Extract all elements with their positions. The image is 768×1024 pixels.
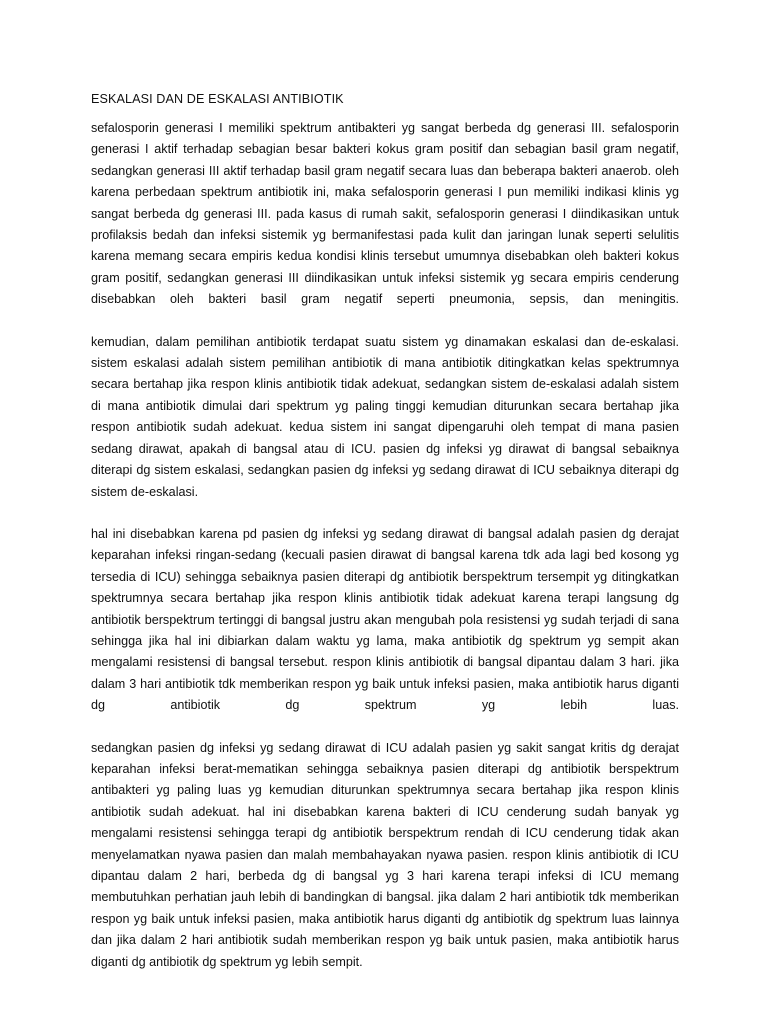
document-title: ESKALASI DAN DE ESKALASI ANTIBIOTIK [91,92,344,106]
paragraph-icu: sedangkan pasien dg infeksi yg sedang dirawat di ICU adalah pasien yg sakit sangat kritis dg derajat keparahan infeksi berat-mematikan sehingga sebaiknya pasien diterapi dg antibiotik berspektrum antibakteri yg paling luas yg kemudian diturunkan spektrumnya secara bertahap jika respon klinis antibiotik sudah adekuat. hal ini disebabkan karena bakteri di ICU cenderung sudah banyak yg mengalami resistensi sehingga terapi dg antibiotik berspektrum rendah di ICU cenderung tidak akan menyelamatkan nyawa pasien dan malah membahayakan nyawa pasien. respon klinis antibiotik di ICU dipantau dalam 2 hari, berbeda dg di bangsal yg 3 hari karena terapi infeksi di ICU memang membutuhkan perhatian jauh lebih di bandingkan di bangsal. jika dalam 2 hari antibiotik tdk memberikan respon yg baik untuk infeksi pasien, maka antibiotik harus diganti dg antibiotik dg spektrum luas lainnya dan jika dalam 2 hari antibiotik sudah memberikan respon yg baik untuk pasien, maka antibiotik harus diganti dg antibiotik dg spektrum yg lebih sempit. [91,740,679,969]
document-page [91,91,679,994]
paragraph-eskalasi-system: kemudian, dalam pemilihan antibiotik terdapat suatu sistem yg dinamakan eskalasi dan de-eskalasi. sistem eskalasi adalah sistem pemilihan antibiotik di mana antibiotik ditingkatkan kelas spektrumnya secara bertahap jika respon klinis antibiotik tidak adekuat, sedangkan sistem de-eskalasi adalah sistem di mana antibiotik dimulai dari spektrum yg paling tinggi kemudian diturunkan secara bertahap jika respon antibiotik sudah adekuat. kedua sistem ini sangat dipengaruhi oleh tempat di mana pasien sedang dirawat, apakah di bangsal atau di ICU. pasien dg infeksi yg dirawat di bangsal sebaiknya diterapi dg sistem eskalasi, sedangkan pasien dg infeksi yg sedang dirawat di ICU sebaiknya diterapi dg sistem de-eskalasi. [91,334,679,499]
paragraph-sefalosporin: sefalosporin generasi I memiliki spektrum antibakteri yg sangat berbeda dg generasi III. sefalosporin generasi I aktif terhadap sebagian besar bakteri kokus gram positif dan sebagian basil gram negatif, sedangkan generasi III aktif terhadap basil gram negatif secara luas dan beberapa bakteri anaerob. oleh karena perbedaan spektrum antibiotik ini, maka sefalosporin generasi I pun memiliki indikasi klinis yg sangat berbeda dg generasi III. pada kasus di rumah sakit, sefalosporin generasi I diindikasikan untuk profilaksis bedah dan infeksi sistemik yg bermanifestasi pada kulit dan jaringan lunak seperti selulitis karena memang secara empiris kedua kondisi klinis tersebut umumnya disebabkan oleh bakteri kokus gram positif, sedangkan generasi III diindikasikan untuk infeksi sistemik yg secara empiris cenderung disebabkan oleh bakteri basil gram negatif seperti pneumonia, sepsis, dan meningitis. [91,121,679,307]
paragraph-bangsal: hal ini disebabkan karena pd pasien dg infeksi yg sedang dirawat di bangsal adalah pasien dg derajat keparahan infeksi ringan-sedang (kecuali pasien dirawat di bangsal karena tdk ada lagi bed kosong yg tersedia di ICU) sehingga sebaiknya pasien diterapi dg antibiotik berspektrum tersempit yg ditingkatkan spektrumnya secara bertahap jika respon klinis antibiotik tidak adekuat karena terapi langsung dg antibiotik berspektrum tertinggi di bangsal justru akan mengubah pola resistensi yg sudah terjadi di sana sehingga jika hal ini dibiarkan dalam waktu yg lama, maka antibiotik dg spektrum yg sempit akan mengalami resistensi di bangsal tersebut. respon klinis antibiotik di bangsal dipantau dalam 3 hari. jika dalam 3 hari antibiotik tdk memberikan respon yg baik untuk infeksi pasien, maka antibiotik harus diganti dg antibiotik dg spektrum yg lebih luas. [91,526,679,713]
